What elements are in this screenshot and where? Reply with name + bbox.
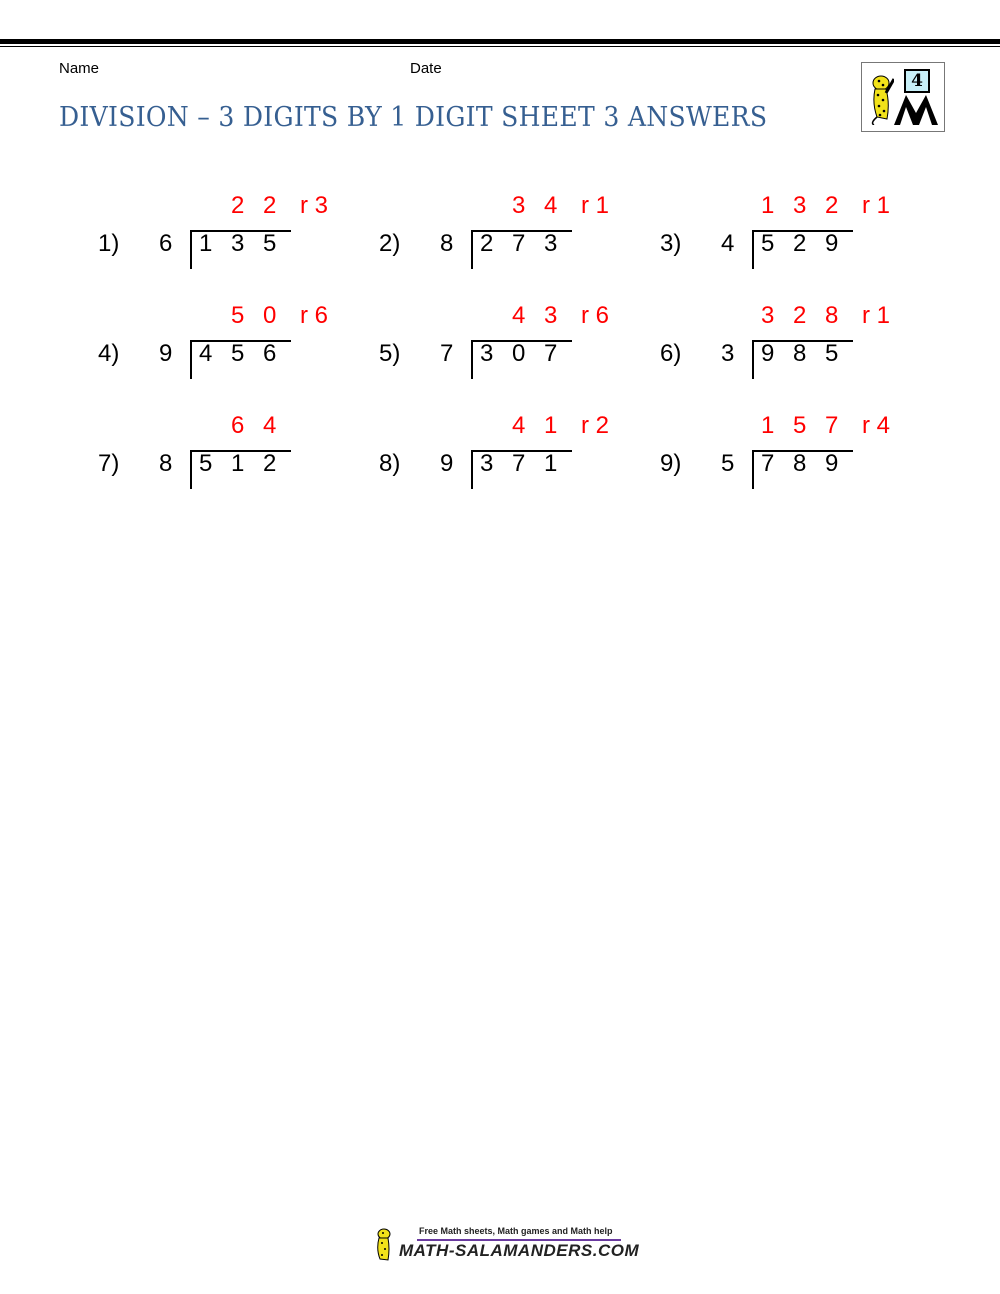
footer-site-name: MATH-SALAMANDERS.COM <box>399 1241 640 1260</box>
quotient: 1 3 2 <box>761 192 839 219</box>
quotient: 6 4 <box>231 412 277 439</box>
divisor: 3 <box>721 340 735 367</box>
divisor: 9 <box>159 340 173 367</box>
quotient: 4 1 <box>512 412 558 439</box>
dividend: 7 8 9 <box>761 450 839 477</box>
problem-number: 9) <box>660 450 682 477</box>
divisor: 9 <box>440 450 454 477</box>
salamander-icon <box>373 1227 395 1261</box>
salamander-logo <box>861 62 945 132</box>
name-label: Name <box>59 60 100 77</box>
easel-icon <box>892 93 940 125</box>
remainder: r 1 <box>581 192 610 219</box>
remainder: r 3 <box>300 192 329 219</box>
problem-6 <box>660 302 940 402</box>
problem-number: 5) <box>379 340 401 367</box>
top-rule-thick <box>0 39 1000 44</box>
dividend: 1 3 5 <box>199 230 277 257</box>
salamander-icon <box>868 73 894 125</box>
dividend: 3 0 7 <box>480 340 558 367</box>
problem-number: 3) <box>660 230 682 257</box>
problem-7 <box>98 412 378 512</box>
problem-1 <box>98 192 378 292</box>
problem-3 <box>660 192 940 292</box>
problem-4 <box>98 302 378 402</box>
divisor: 6 <box>159 230 173 257</box>
page-title: DIVISION – 3 DIGITS BY 1 DIGIT SHEET 3 ANSWERS <box>59 102 768 133</box>
dividend: 4 5 6 <box>199 340 277 367</box>
problem-2 <box>379 192 659 292</box>
divisor: 8 <box>159 450 173 477</box>
dividend: 5 2 9 <box>761 230 839 257</box>
remainder: r 6 <box>581 302 610 329</box>
logo-grade-board: 4 <box>904 69 930 93</box>
remainder: r 1 <box>862 302 891 329</box>
problem-number: 8) <box>379 450 401 477</box>
problem-number: 2) <box>379 230 401 257</box>
problem-number: 1) <box>98 230 120 257</box>
remainder: r 2 <box>581 412 610 439</box>
dividend: 9 8 5 <box>761 340 839 367</box>
date-label: Date <box>410 60 442 77</box>
top-rule-thin <box>0 46 1000 47</box>
divisor: 4 <box>721 230 735 257</box>
divisor: 7 <box>440 340 454 367</box>
dividend: 2 7 3 <box>480 230 558 257</box>
problem-9 <box>660 412 940 512</box>
quotient: 3 2 8 <box>761 302 839 329</box>
quotient: 5 0 <box>231 302 277 329</box>
remainder: r 4 <box>862 412 891 439</box>
footer-tagline: Free Math sheets, Math games and Math help <box>419 1226 613 1236</box>
problem-number: 4) <box>98 340 120 367</box>
footer-logo[interactable] <box>373 1225 640 1265</box>
problem-8 <box>379 412 659 512</box>
quotient: 4 3 <box>512 302 558 329</box>
remainder: r 6 <box>300 302 329 329</box>
problem-number: 6) <box>660 340 682 367</box>
problem-number: 7) <box>98 450 120 477</box>
dividend: 3 7 1 <box>480 450 558 477</box>
quotient: 2 2 <box>231 192 277 219</box>
dividend: 5 1 2 <box>199 450 277 477</box>
quotient: 1 5 7 <box>761 412 839 439</box>
problem-5 <box>379 302 659 402</box>
quotient: 3 4 <box>512 192 558 219</box>
divisor: 8 <box>440 230 454 257</box>
remainder: r 1 <box>862 192 891 219</box>
divisor: 5 <box>721 450 735 477</box>
